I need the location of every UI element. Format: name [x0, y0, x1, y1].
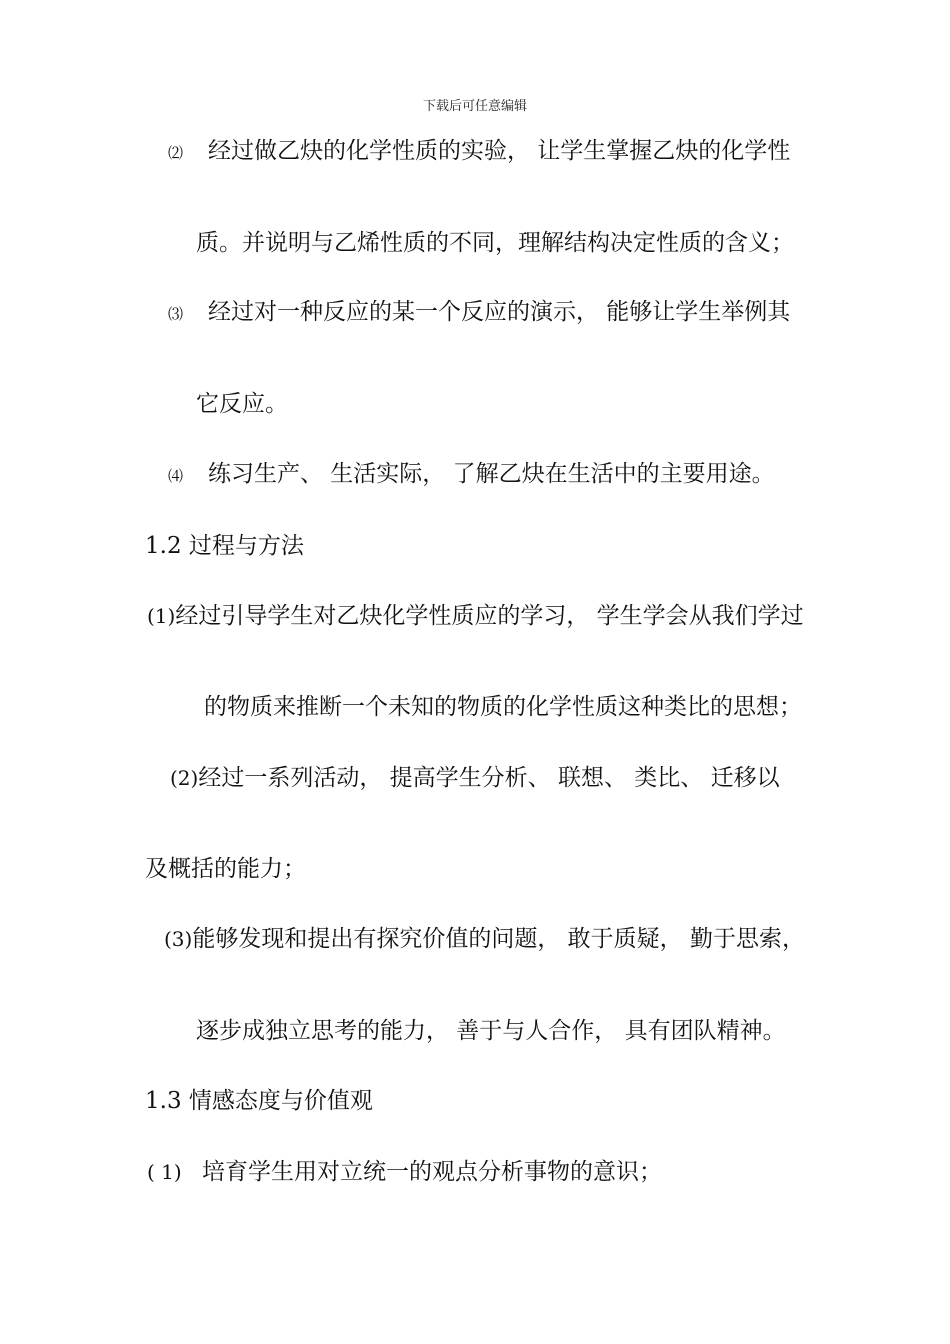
item-text: 经过对一种反应的某一个反应的演示， 能够让学生举例其 [208, 299, 791, 325]
item-text: 经过做乙炔的化学性质的实验， 让学生掌握乙炔的化学性 [208, 138, 791, 164]
process-item-1 [147, 601, 804, 631]
item-text: 能够发现和提出有探究价值的问题， 敢于质疑， 勤于思索， [192, 926, 805, 952]
page-header: 下载后可任意编辑 [422, 99, 527, 114]
values-item-1 [147, 1157, 662, 1187]
process-item-3 [164, 924, 805, 954]
knowledge-item-3 [168, 297, 790, 329]
knowledge-item-2-continued: 质。并说明与乙烯性质的不同，理解结构决定性质的含义； [196, 230, 794, 256]
item-text: 经过一系列活动， 提高学生分析、 联想、 类比、 迁移以 [198, 765, 780, 791]
item-number: ⑵ [168, 144, 184, 162]
section-heading-process: 1.2 过程与方法 [145, 533, 304, 559]
section-heading-values: 1.3 情感态度与价值观 [145, 1088, 373, 1114]
knowledge-item-3-continued: 它反应。 [196, 391, 288, 417]
process-item-3-continued: 逐步成独立思考的能力， 善于与人合作， 具有团队精神。 [196, 1018, 786, 1044]
process-item-2 [170, 763, 780, 793]
process-item-1-continued: 的物质来推断一个未知的物质的化学性质这种类比的思想； [204, 694, 802, 720]
knowledge-item-4 [168, 459, 775, 491]
item-number: ( 1) [147, 1160, 182, 1184]
item-text: 练习生产、 生活实际， 了解乙炔在生活中的主要用途。 [208, 461, 775, 487]
knowledge-item-2 [168, 136, 790, 168]
item-number: (3) [164, 927, 193, 951]
item-text: 培育学生用对立统一的观点分析事物的意识； [202, 1159, 662, 1185]
item-number: ⑶ [168, 305, 184, 323]
item-text: 经过引导学生对乙炔化学性质应的学习， 学生学会从我们学过 [175, 603, 804, 629]
item-number: (2) [170, 766, 199, 790]
process-item-2-continued: 及概括的能力； [145, 856, 306, 882]
item-number: ⑷ [168, 467, 184, 485]
item-number: (1) [147, 604, 176, 628]
